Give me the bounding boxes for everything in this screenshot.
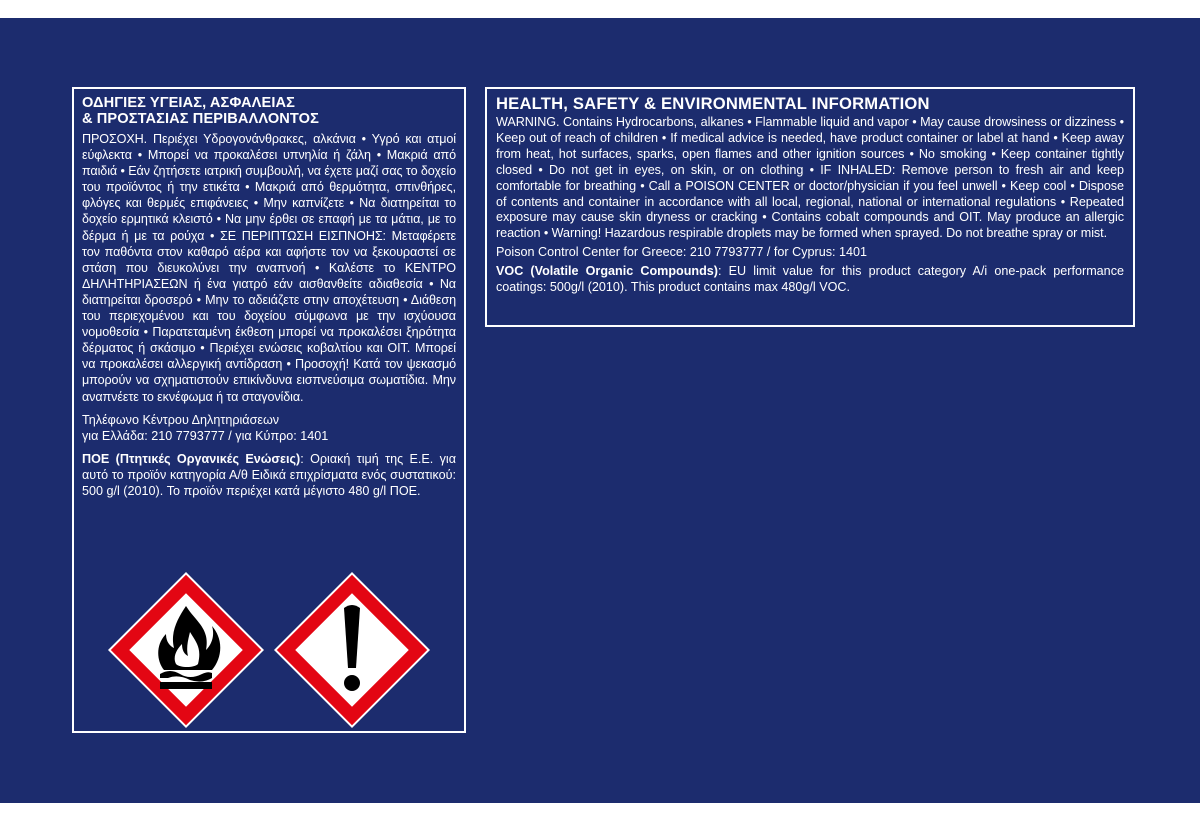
greek-panel-title xyxy=(82,96,456,127)
greek-voc-label: ΠΟΕ (Πτητικές Οργανικές Ενώσεις) xyxy=(82,451,301,466)
greek-title-line-2: & ΠΡΟΣΤΑΣΙΑΣ ΠΕΡΙΒΑΛΛΟΝΤΟΣ xyxy=(82,110,319,127)
greek-poison-line-1: Τηλέφωνο Κέντρου Δηλητηριάσεων xyxy=(82,412,280,427)
greek-voc-info xyxy=(82,451,456,499)
exclamation-mark-icon xyxy=(272,570,432,730)
english-voc-info xyxy=(496,264,1124,296)
greek-voc-text: : Οριακή τιμή της Ε.Ε. για αυτό το προϊόν κατηγορία Α/θ Ειδικά επιχρίσματα ενός συστατικού: 500 g/l (2010). Το προϊόν περιέχει κατά μέγιστο 480 g/l ΠΟΕ. xyxy=(82,451,456,498)
greek-title-line-1: ΟΔΗΓΙΕΣ ΥΓΕΙΑΣ, ΑΣΦΑΛΕΙΑΣ xyxy=(82,95,295,111)
english-safety-panel xyxy=(485,87,1135,327)
greek-warnings-text: ΠΡΟΣΟΧΗ. Περιέχει Υδρογονάνθρακες, αλκάνια • Υγρό και ατμοί εύφλεκτα • Μπορεί να προκαλέσει υπνηλία ή ζάλη • Μακριά από παιδιά • Εάν ζητήσετε ιατρική συμβουλή, να έχετε μαζί σας το δοχείο του προϊόντος ή την ετικέτα • Μακριά από θερμότητα, σπινθήρες, φλόγες και θερμές επιφάνειες • Μην καπνίζετε • Να διατηρείται το δοχείο ερμητικά κλειστό • Να μην έρθει σε επαφή με τα μάτια, με το δέρμα ή με τα ρούχα • ΣΕ ΠΕΡΙΠΤΩΣΗ ΕΙΣΠΝΟΗΣ: Μεταφέρετε τον παθόντα στον καθαρό αέρα και αφήστε τον να ξεκουραστεί σε στάση που διευκολύνει την αναπνοή • Καλέστε το ΚΕΝΤΡΟ ΔΗΛΗΤΗΡΙΑΣΕΩΝ ή ένα γιατρό εάν αισθανθείτε αδιαθεσία • Να διατηρείται δροσερό • Μην το αδειάζετε στην αποχέτευση • Διάθεση του περιεχομένου και του δοχείου σύμφωνα με την ισχύουσα νομοθεσία • Παρατεταμένη έκθεση μπορεί να προκαλέσει ξηρότητα δέρματος ή σκάσιμο • Περιέχει ενώσεις κοβαλτίου και ΟΙΤ. Μπορεί να προκαλέσει αλλεργική αντίδραση • Προσοχή! Κατά τον ψεκασμό μπορούν να σχηματιστούν επικίνδυνα εισπνεύσιμα σωματίδια. Μην αναπνέετε το εκνέφωμα ή τα σταγονίδια. xyxy=(82,132,456,404)
greek-poison-line-2: για Ελλάδα: 210 7793777 / για Κύπρο: 1401 xyxy=(82,428,329,443)
greek-poison-center xyxy=(82,412,456,444)
flame-icon xyxy=(106,570,266,730)
english-panel-title: HEALTH, SAFETY & ENVIRONMENTAL INFORMATION xyxy=(496,94,930,113)
english-voc-text: : EU limit value for this product category A/i one-pack performance coatings: 500g/l (2010). This product contains max 480g/l VOC. xyxy=(496,264,1124,295)
english-voc-label: VOC (Volatile Organic Compounds) xyxy=(496,264,718,279)
english-warnings-text: WARNING. Contains Hydrocarbons, alkanes • Flammable liquid and vapor • May cause drowsiness or dizziness • Keep out of reach of children • If medical advice is needed, have product container or label at hand • Keep away from heat, hot surfaces, sparks, open flames and other ignition sources • No smoking • Keep container tightly closed • Do not get in eyes, on skin, or on clothing • IF INHALED: Remove person to fresh air and keep comfortable for breathing • Call a POISON CENTER or doctor/physician if you feel unwell • Keep cool • Dispose of contents and container in accordance with all local, regional, national or international regulations • Repeated exposure may cause skin dryness or cracking • Contains cobalt compounds and OIT. May produce an allergic reaction • Warning! Hazardous respirable droplets may be formed when sprayed. Do not breathe spray or mist. xyxy=(496,115,1124,241)
english-poison-center: Poison Control Center for Greece: 210 7793777 / for Cyprus: 1401 xyxy=(496,245,868,260)
hazard-pictograms xyxy=(106,570,436,730)
